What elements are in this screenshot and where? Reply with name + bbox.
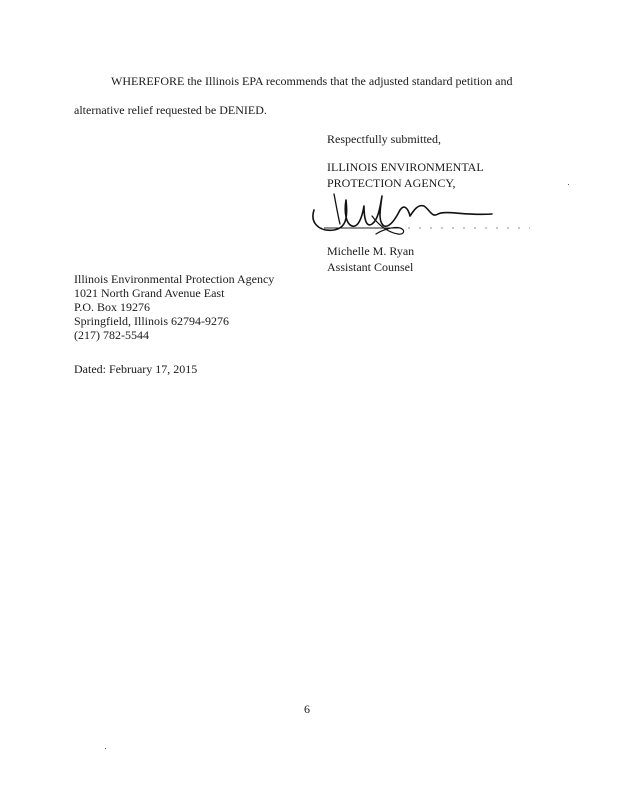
body-paragraph-line-2: alternative relief requested be DENIED.: [74, 103, 267, 117]
address-organization: Illinois Environmental Protection Agency: [74, 272, 275, 286]
mailing-address: [74, 272, 274, 342]
address-po-box: P.O. Box 19276: [74, 300, 151, 314]
scan-speck: [105, 748, 106, 749]
handwritten-signature: [306, 188, 536, 244]
signer-name: Michelle M. Ryan: [327, 244, 415, 258]
body-paragraph-line-1: WHEREFORE the Illinois EPA recommends that the adjusted standard petition and: [111, 74, 513, 88]
agency-name-line-2: PROTECTION AGENCY,: [327, 176, 456, 190]
agency-name-line-1: ILLINOIS ENVIRONMENTAL: [327, 160, 484, 174]
scan-speck: [568, 184, 569, 185]
closing-salutation: Respectfully submitted,: [327, 132, 441, 146]
date-line: Dated: February 17, 2015: [74, 362, 198, 376]
address-phone: (217) 782-5544: [74, 328, 149, 342]
address-city-state-zip: Springfield, Illinois 62794-9276: [74, 314, 229, 328]
signature-image: [306, 188, 536, 244]
page-number: 6: [304, 702, 310, 716]
address-street: 1021 North Grand Avenue East: [74, 286, 225, 300]
signer-title: Assistant Counsel: [327, 260, 414, 274]
